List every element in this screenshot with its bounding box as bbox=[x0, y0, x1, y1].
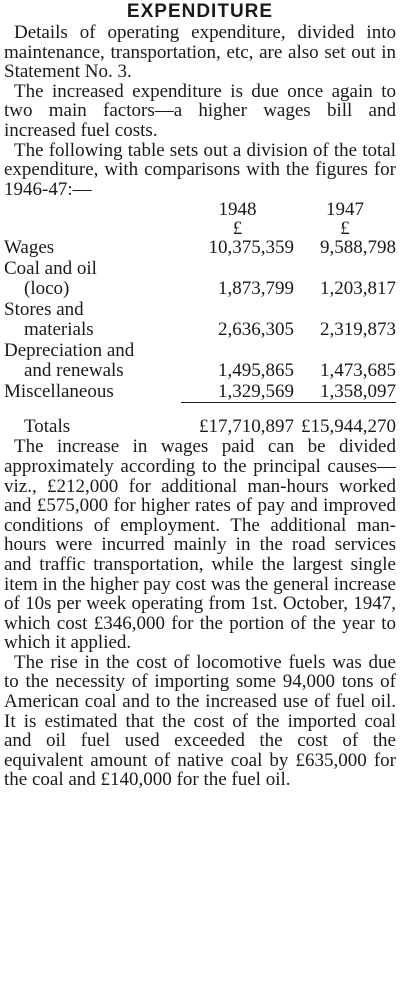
row-label-continued: materials bbox=[24, 319, 94, 341]
table-row-stores-label bbox=[4, 300, 396, 321]
column-header-1948: 1948 bbox=[218, 199, 257, 221]
currency-1947: £ bbox=[340, 218, 350, 240]
row-label-continued: and renewals bbox=[24, 360, 124, 382]
table-spacer bbox=[4, 403, 396, 418]
table-header-row bbox=[4, 200, 396, 220]
value-1947: 1,358,097 bbox=[294, 382, 396, 403]
wages-paragraph: The increase in wages paid can be divided approximately according to the principal causes—viz., £212,000 for additional man-hours worked and £575,000 for higher rates of pay and improved conditions of employment. The additional man-hours were incurred mainly in the road services and traffic transportation, while the largest single item in the higher pay cost was the general increase of 10s per week operating from 1st. October, 1947, which cost £346,000 for the portion of the year to which it applied. bbox=[4, 436, 396, 654]
totals-label: Totals bbox=[24, 416, 71, 438]
table-row-depreciation bbox=[4, 361, 396, 382]
value-1948: 10,375,359 bbox=[208, 237, 294, 259]
intro-paragraph-1: Details of operating expenditure, divided into maintenance, transportation, etc, are also set out in Statement No. 3. bbox=[4, 22, 396, 83]
intro-paragraph-3: The following table sets out a division of the total expenditure, with comparisons with the figures for 1946-47:— bbox=[4, 139, 396, 200]
value-1948: 2,636,305 bbox=[217, 319, 294, 341]
value-1948: 1,873,799 bbox=[217, 278, 294, 300]
value-1948: 1,495,865 bbox=[217, 360, 294, 382]
row-label-continued: (loco) bbox=[24, 278, 70, 300]
currency-row bbox=[4, 220, 396, 238]
fuel-paragraph: The rise in the cost of locomotive fuels was due to the necessity of importing some 94,000 tons of American coal and to the increased use of fuel oil. It is estimated that the cost of the imported coal and oil fuel used exceeded the cost of the equivalent amount of native coal by £635,000 for the coal and £140,000 for the fuel oil. bbox=[4, 651, 396, 791]
section-heading: EXPENDITURE bbox=[126, 1, 274, 22]
table-row-depreciation-label bbox=[4, 341, 396, 362]
table-row-wages bbox=[4, 238, 396, 259]
row-label: Coal and oil bbox=[4, 257, 97, 279]
row-label: Stores and bbox=[4, 298, 84, 320]
value-1947: 1,473,685 bbox=[320, 360, 396, 382]
value-1947: 1,203,817 bbox=[320, 278, 396, 300]
expenditure-table bbox=[4, 200, 396, 437]
total-1947: £15,944,270 bbox=[301, 416, 396, 438]
value-1948: 1,329,569 bbox=[181, 382, 294, 403]
table-row-totals bbox=[4, 417, 396, 437]
value-1947: 9,588,798 bbox=[320, 237, 396, 259]
total-1948: £17,710,897 bbox=[198, 416, 294, 438]
table-row-stores bbox=[4, 320, 396, 341]
table-row-miscellaneous bbox=[4, 382, 396, 403]
currency-1948: £ bbox=[232, 218, 243, 240]
value-1947: 2,319,873 bbox=[320, 319, 396, 341]
column-header-1947: 1947 bbox=[325, 199, 364, 221]
intro-paragraph-2: The increased expenditure is due once again to two main factors—a higher wages bill and increased fuel costs. bbox=[4, 80, 396, 141]
table-row-coal-label bbox=[4, 259, 396, 280]
table-row-coal bbox=[4, 279, 396, 300]
row-label: Wages bbox=[4, 237, 55, 259]
row-label: Depreciation and bbox=[4, 339, 135, 361]
row-label: Miscellaneous bbox=[4, 381, 114, 403]
